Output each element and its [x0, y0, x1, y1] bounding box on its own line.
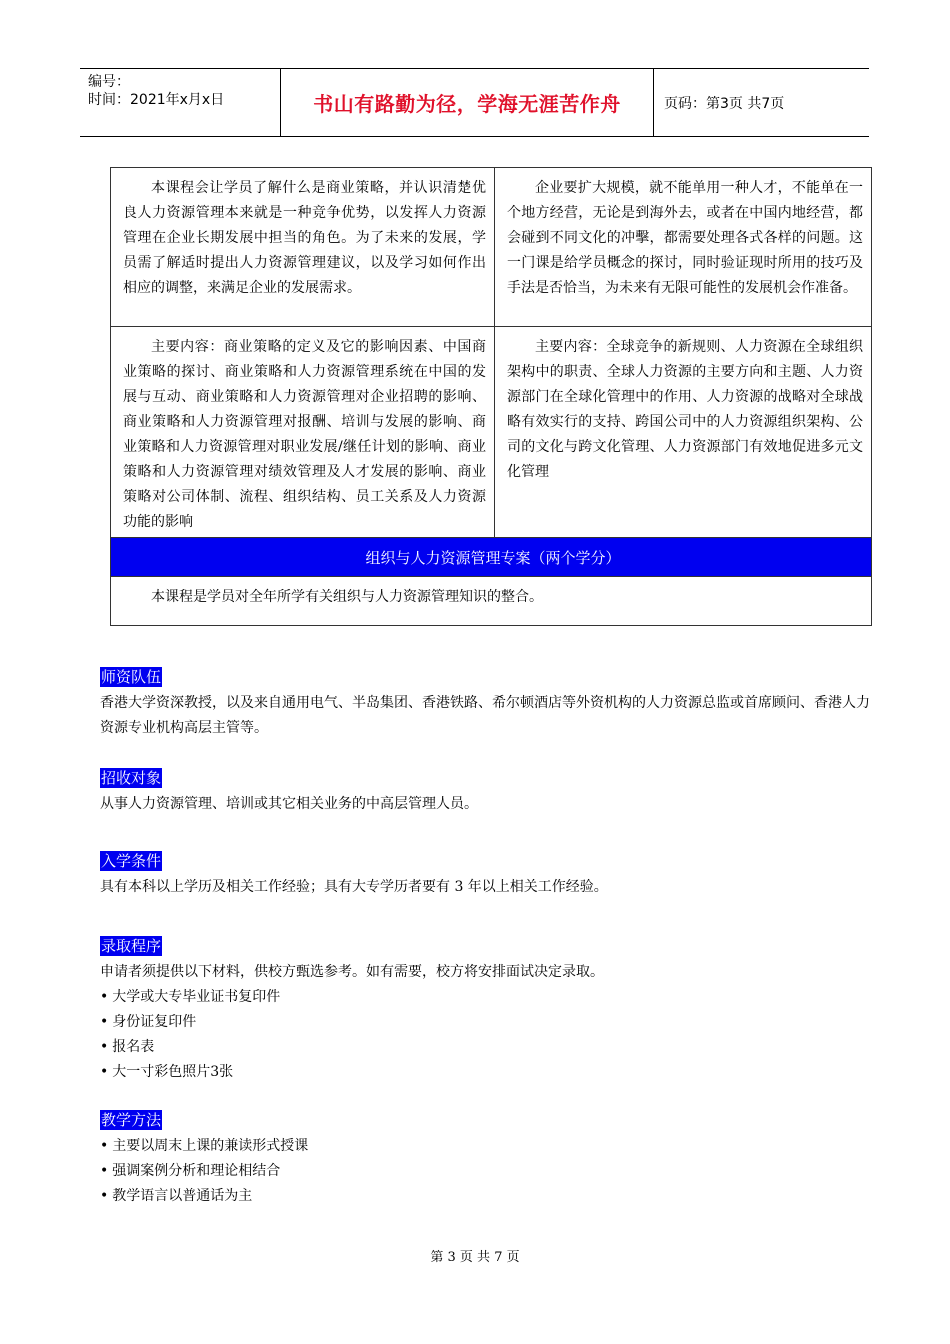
section-text: 具有本科以上学历及相关工作经验；具有大专学历者要有 3 年以上相关工作经验。	[100, 879, 608, 895]
teaching-section	[100, 1109, 870, 1209]
section-text: 从事人力资源管理、培训或其它相关业务的中高层管理人员。	[100, 796, 478, 812]
list-item: • 大一寸彩色照片3张	[100, 1060, 870, 1085]
section-text: 申请者须提供以下材料，供校方甄选参考。如有需要，校方将安排面试决定录取。	[100, 964, 604, 980]
section-title: 录取程序	[101, 937, 162, 955]
list-item: • 身份证复印件	[100, 1010, 870, 1035]
target-section	[100, 767, 870, 817]
section-text: 香港大学资深教授，以及来自通用电气、半岛集团、香港铁路、希尔顿酒店等外资机构的人力资源总监或首席顾问、香港人力资源专业机构高层主管等。	[100, 695, 870, 736]
course-desc-cell	[495, 168, 872, 327]
list-item: • 大学或大专毕业证书复印件	[100, 985, 870, 1010]
list-item: • 强调案例分析和理论相结合	[100, 1159, 870, 1184]
requirements-section	[100, 850, 870, 900]
admission-list	[100, 985, 870, 1085]
page-header	[80, 68, 869, 137]
teaching-list	[100, 1134, 870, 1209]
list-item: • 报名表	[100, 1035, 870, 1060]
course-desc-cell	[111, 168, 495, 327]
course-table	[110, 167, 872, 626]
header-page-info: 页码：第3页 共7页	[664, 95, 785, 112]
header-meta	[80, 69, 281, 136]
course-desc-text: 企业要扩大规模，就不能单用一种人才，不能单在一个地方经营，无论是到海外去，或者在中国内地经营，都会碰到不同文化的冲擊，都需要处理各式各样的问题。这一门课是给学员概念的探讨，同时验证现时所用的技巧及手法是否恰当，为未来有无限可能性的发展机会作准备。	[507, 180, 863, 296]
table-row	[111, 577, 872, 626]
number-label: 编号：	[88, 74, 130, 90]
course-content-cell	[111, 327, 495, 538]
course-desc-text: 本课程会让学员了解什么是商业策略，并认识清楚优良人力资源管理本来就是一种竞争优势，以发挥人力资源管理在企业长期发展中担当的角色。为了未来的发展，学员需了解适时提出人力资源管理建议，以及学习如何作出相应的调整，来满足企业的发展需求。	[123, 180, 486, 296]
section-title: 教学方法	[101, 1111, 162, 1129]
course-summary-cell	[111, 577, 872, 626]
course-title-bar: 组织与人力资源管理专案（两个学分）	[111, 538, 872, 577]
date-label: 时间：2021年x月x日	[88, 92, 225, 108]
section-title: 招收对象	[101, 769, 162, 787]
table-row	[111, 168, 872, 327]
page-footer: 第 3 页 共 7 页	[430, 1250, 520, 1265]
course-content-text: 主要内容：全球竞争的新规则、人力资源在全球组织架构中的职责、全球人力资源的主要方向和主题、人力资源部门在全球化管理中的作用、人力资源的战略对全球战略有效实行的支持、跨国公司中的人力资源组织架构、公司的文化与跨文化管理、人力资源部门有效地促进多元文化管理	[507, 339, 863, 480]
table-row	[111, 327, 872, 538]
section-title: 入学条件	[101, 852, 162, 870]
faculty-section	[100, 666, 870, 741]
header-motto: 书山有路勤为径，学海无涯苦作舟	[281, 69, 654, 136]
course-summary-text: 本课程是学员对全年所学有关组织与人力资源管理知识的整合。	[151, 589, 543, 605]
admission-section	[100, 935, 870, 1085]
section-title: 师资队伍	[101, 668, 162, 686]
list-item: • 教学语言以普通话为主	[100, 1184, 870, 1209]
table-row	[111, 538, 872, 577]
list-item: • 主要以周末上课的兼读形式授课	[100, 1134, 870, 1159]
course-content-cell	[495, 327, 872, 538]
course-content-text: 主要内容：商业策略的定义及它的影响因素、中国商业策略的探讨、商业策略和人力资源管理系统在中国的发展与互动、商业策略和人力资源管理对企业招聘的影响、商业策略和人力资源管理对报酬、培训与发展的影响、商业策略和人力资源管理对职业发展/继任计划的影响、商业策略和人力资源管理对绩效管理及人才发展的影响、商业策略对公司体制、流程、组织结构、员工关系及人力资源功能的影响	[123, 339, 486, 530]
